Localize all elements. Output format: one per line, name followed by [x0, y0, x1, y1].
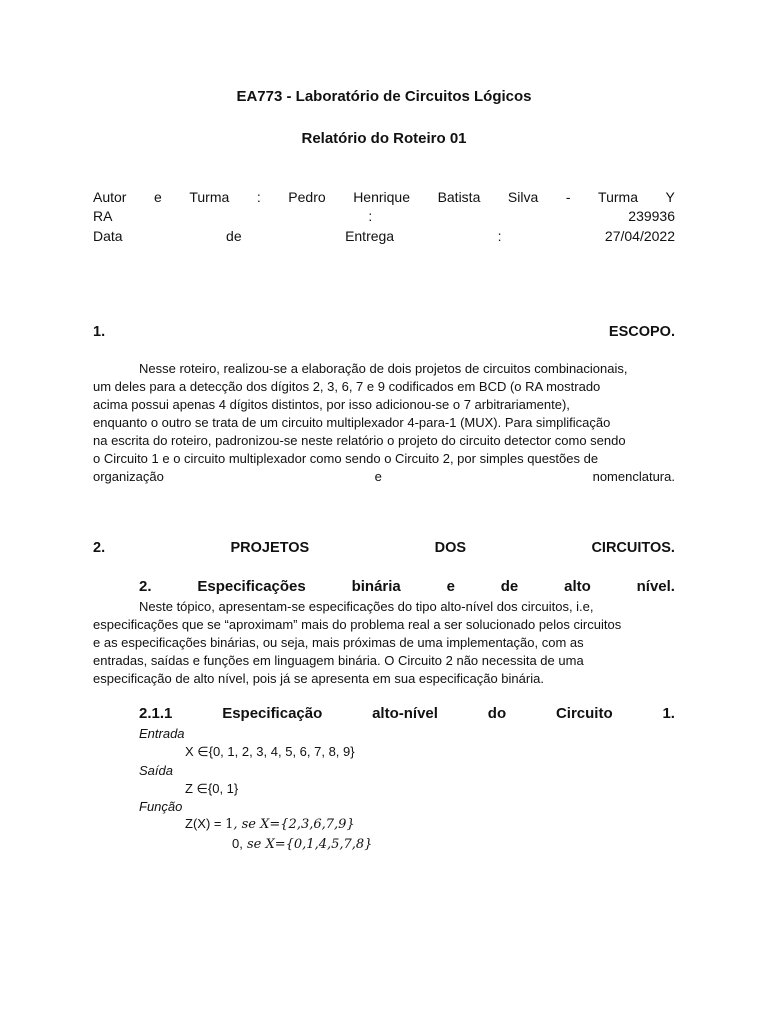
saida-label: Saída [139, 763, 173, 778]
section-2-subheading [139, 577, 675, 597]
document-title: EA773 - Laboratório de Circuitos Lógicos [236, 88, 532, 105]
function-prefix: Z(X) = [185, 816, 226, 831]
section-1-paragraph [93, 360, 675, 486]
info-word: 239936 [628, 208, 675, 224]
saida-value: Z ∈{0, 1} [185, 781, 239, 796]
date-row [93, 226, 675, 246]
heading-word: e [446, 578, 455, 595]
info-word: Turma [598, 189, 638, 205]
section-2-1-1-heading [139, 704, 675, 724]
paragraph-line: enquanto o outro se trata de um circuito multiplexador 4-para-1 (MUX). Para simplificação [93, 415, 611, 430]
paragraph-last-line: organização e nomenclatura. [93, 469, 675, 484]
info-word: Entrega [345, 228, 395, 244]
info-word: RA [93, 208, 113, 224]
ra-row [93, 206, 675, 226]
heading-word: alto-nível [372, 705, 438, 722]
paragraph-line: um deles para a detecção dos dígitos 2, 3, 6, 7 e 9 codificados em BCD (o RA mostrado [93, 379, 601, 394]
heading-word: Especificações [197, 578, 306, 595]
info-word: - [565, 189, 571, 205]
heading-word: do [487, 705, 507, 722]
info-word: Henrique [353, 189, 411, 205]
case-2-value: 0, [232, 836, 243, 851]
info-word: Y [665, 189, 675, 205]
info-word: e [154, 189, 162, 205]
heading-word: PROJETOS [230, 540, 310, 556]
case-2-condition: se X={0,1,4,5,7,8} [242, 837, 373, 852]
heading-word: 1. [662, 705, 675, 722]
heading-word: nível. [636, 578, 675, 595]
function-case-2 [232, 836, 372, 852]
info-word: Pedro [288, 189, 326, 205]
function-case-1 [185, 816, 355, 832]
paragraph-line: e as especificações binárias, ou seja, mais próximas de uma implementação, com as [93, 635, 584, 650]
case-1-value: 1 [225, 817, 234, 832]
paragraph-line: especificação de alto nível, pois já se apresenta em sua especificação binária. [93, 671, 544, 686]
paragraph-line: Neste tópico, apresentam-se especificações do tipo alto-nível dos circuitos, i.e, [139, 599, 594, 614]
info-word: Batista [437, 189, 481, 205]
heading-word: CIRCUITOS. [591, 540, 675, 556]
heading-word: binária [351, 578, 401, 595]
paragraph-line: especificações que se “aproximam” mais do problema real a ser solucionado pelos circuitos [93, 617, 622, 632]
info-word: Turma [189, 189, 230, 205]
heading-word: ESCOPO. [608, 324, 675, 340]
info-word: Data [93, 228, 123, 244]
info-word: 27/04/2022 [604, 228, 675, 244]
section-2-paragraph [93, 598, 675, 688]
info-word: Autor [93, 189, 127, 205]
heading-word: DOS [434, 540, 467, 556]
heading-word: Especificação [222, 705, 323, 722]
paragraph-line: acima possui apenas 4 dígitos distintos, por isso adicionou-se o 7 arbitrariamente), [93, 397, 570, 412]
entrada-value: X ∈{0, 1, 2, 3, 4, 5, 6, 7, 8, 9} [185, 744, 355, 759]
paragraph-line: entradas, saídas e funções em linguagem binária. O Circuito 2 não necessita de uma [93, 653, 584, 668]
heading-word: de [500, 578, 519, 595]
paragraph-line: o Circuito 1 e o circuito multiplexador como sendo o Circuito 2, por simples questões de [93, 451, 599, 466]
heading-word: 2.1.1 [139, 705, 173, 722]
info-word: de [226, 228, 242, 244]
case-1-condition: , se X={2,3,6,7,9} [233, 817, 355, 832]
heading-word: 2. [93, 540, 106, 556]
heading-word: Circuito [555, 705, 613, 722]
section-2-heading [93, 538, 675, 558]
info-word: : [368, 208, 373, 224]
section-1-heading [93, 322, 675, 342]
author-row [93, 187, 675, 207]
info-word: : [256, 189, 261, 205]
document-subtitle: Relatório do Roteiro 01 [301, 130, 467, 147]
paragraph-line: na escrita do roteiro, padronizou-se neste relatório o projeto do circuito detector como sendo [93, 433, 626, 448]
heading-word: 2. [139, 578, 152, 595]
heading-word: alto [564, 578, 591, 595]
funcao-label: Função [139, 799, 183, 814]
heading-word: 1. [93, 324, 106, 340]
info-word: Silva [507, 189, 539, 205]
paragraph-line: Nesse roteiro, realizou-se a elaboração de dois projetos de circuitos combinacionais, [139, 361, 628, 376]
info-word: : [497, 228, 502, 244]
entrada-label: Entrada [139, 726, 185, 741]
